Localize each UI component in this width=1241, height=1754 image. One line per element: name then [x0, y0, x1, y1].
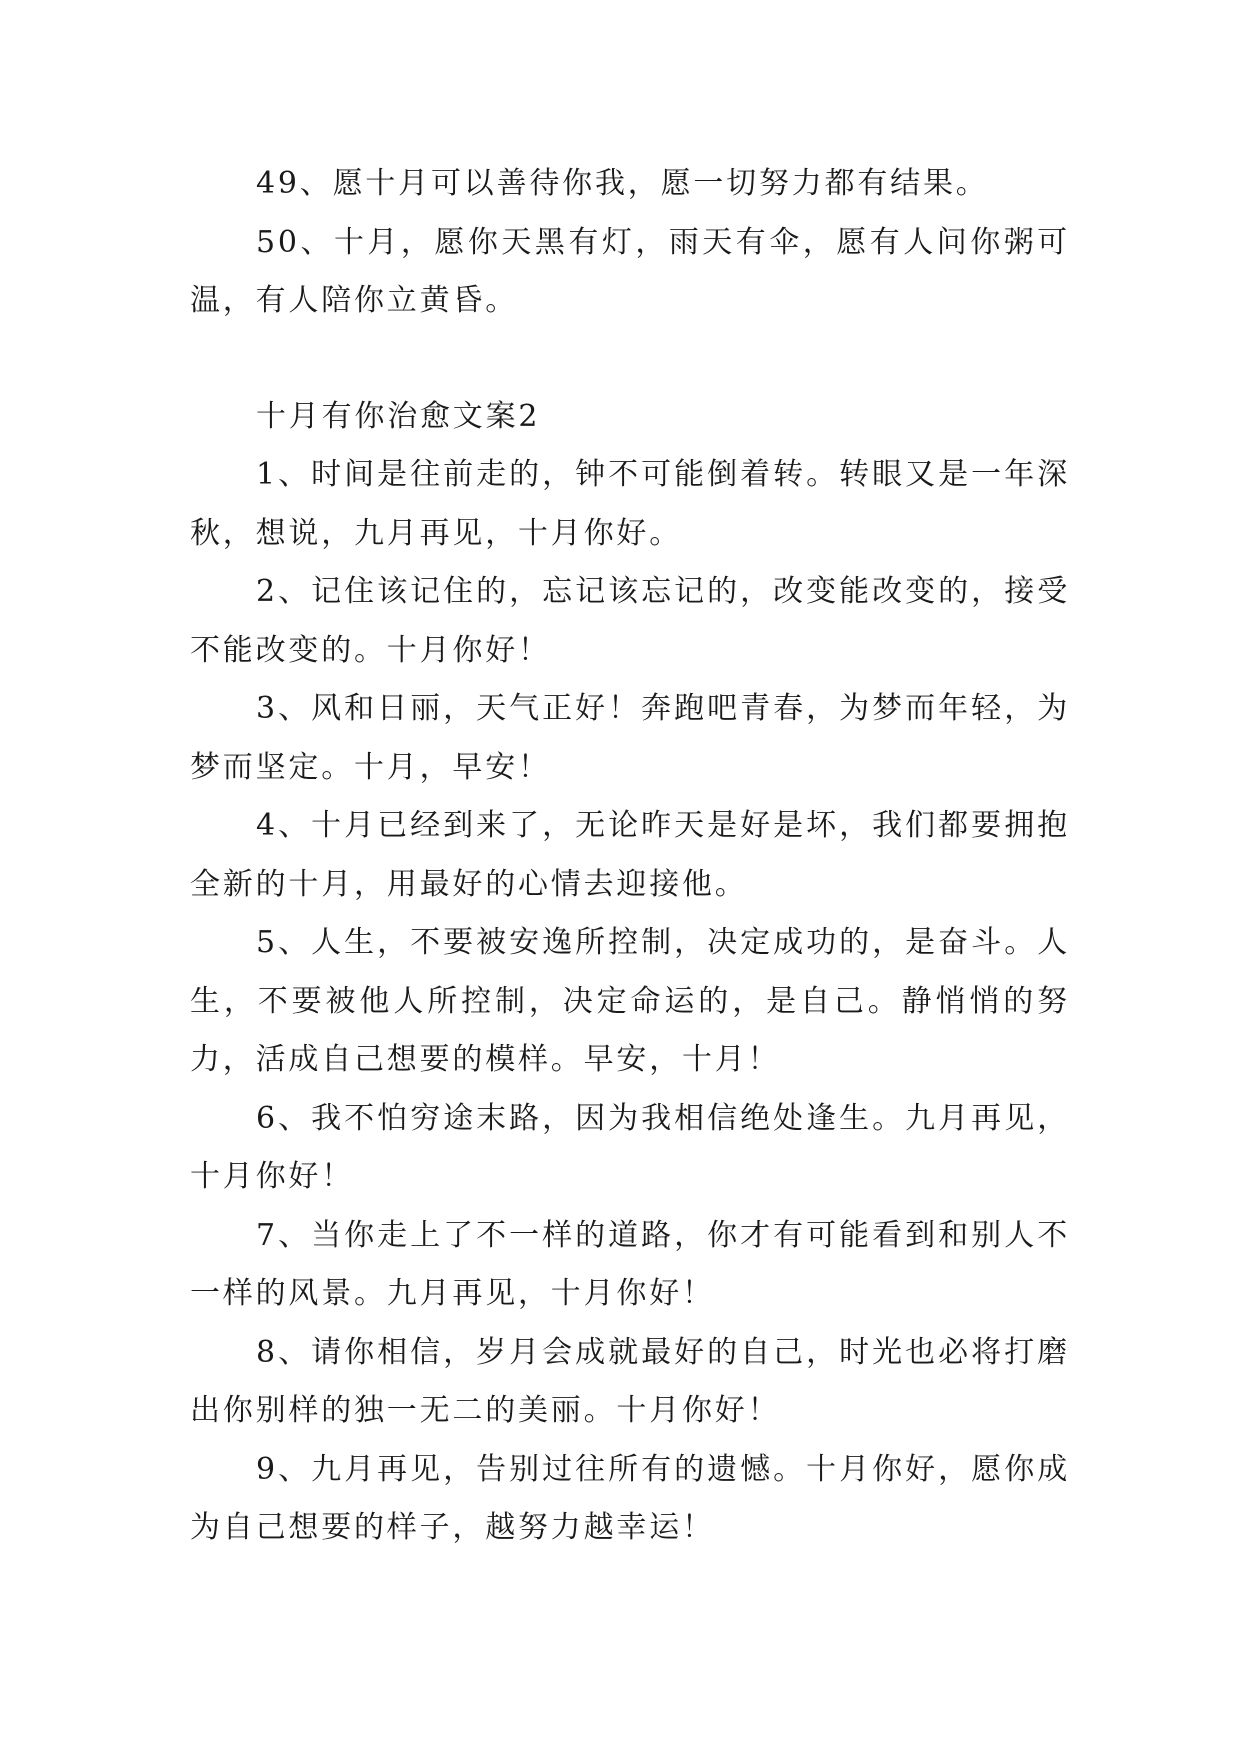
list-item-5: 5、人生，不要被安逸所控制，决定成功的，是奋斗。人生，不要被他人所控制，决定命运的，是自己。静悄悄的努力，活成自己想要的模样。早安，十月！ — [190, 925, 1070, 1077]
paragraph-50: 50、十月，愿你天黑有灯，雨天有伞，愿有人问你粥可温，有人陪你立黄昏。 — [190, 224, 1070, 318]
list-item-3: 3、风和日丽，天气正好！奔跑吧青春，为梦而年轻，为梦而坚定。十月，早安！ — [190, 691, 1070, 785]
list-item-9: 9、九月再见，告别过往所有的遗憾。十月你好，愿你成为自己想要的样子，越努力越幸运！ — [190, 1451, 1070, 1545]
section-title: 十月有你治愈文案2 — [256, 398, 541, 434]
document-page — [190, 155, 1070, 1558]
list-item-6: 6、我不怕穷途末路，因为我相信绝处逢生。九月再见，十月你好！ — [190, 1100, 1070, 1194]
list-item-1: 1、时间是往前走的，钟不可能倒着转。转眼又是一年深秋，想说，九月再见，十月你好。 — [190, 457, 1070, 551]
list-item-4: 4、十月已经到来了，无论昨天是好是坏，我们都要拥抱全新的十月，用最好的心情去迎接他。 — [190, 808, 1070, 902]
paragraph-49: 49、愿十月可以善待你我，愿一切努力都有结果。 — [256, 166, 989, 201]
list-item-2: 2、记住该记住的，忘记该忘记的，改变能改变的，接受不能改变的。十月你好！ — [190, 574, 1070, 668]
list-item-8: 8、请你相信，岁月会成就最好的自己，时光也必将打磨出你别样的独一无二的美丽。十月你好！ — [190, 1334, 1070, 1428]
list-item-7: 7、当你走上了不一样的道路，你才有可能看到和别人不一样的风景。九月再见，十月你好！ — [190, 1217, 1070, 1311]
